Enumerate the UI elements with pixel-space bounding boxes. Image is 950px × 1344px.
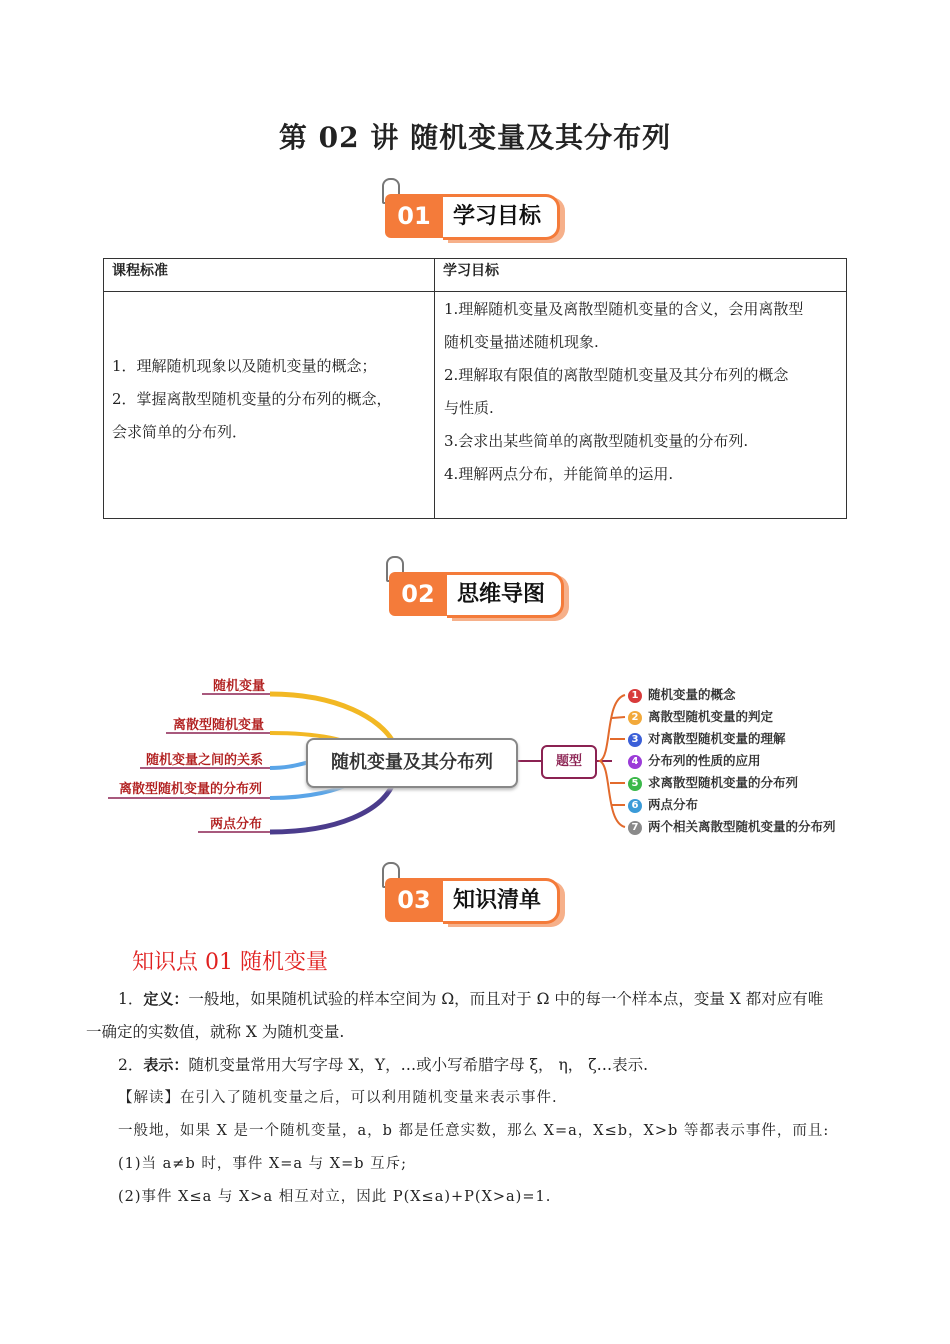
mindmap-item-label: 分布列的性质的应用 bbox=[648, 753, 761, 768]
objective-line: 随机变量描述随机现象. bbox=[444, 333, 599, 351]
representation-text: 随机变量常用大写字母 X，Y，…或小写希腊字母 ξ， η， ζ…表示. bbox=[188, 1056, 649, 1074]
standard-line: 会求简单的分布列． bbox=[112, 423, 248, 441]
definition-paragraph: 1．定义：一般地，如果随机试验的样本空间为 Ω，而且对于 Ω 中的每一个样本点，变量 X 都对应有唯 一确定的实数值，就称 X 为随机变量. 2．表示：随机变量常用大写字母 X，Y，…或小写希腊字母 ξ， η， ζ…表示. 【解读】在引入了随机变量之后，可以利用随机变量来表示事件. 一般地，如果 X 是一个随机变量，a，b 都是任意实数，那么 X=a，X≤b，X>b 等都表示事件，而且: (1)当 a≠b 时，事件 X=a 与 X=b 互斥; (2)事件 X≤a 与 X>a 相互对立，因此 P(X≤a)+P(X>a)=1. bbox=[86, 983, 876, 1214]
number-badge: 4 bbox=[628, 755, 642, 769]
property-2: (2)事件 X≤a 与 X>a 相互对立，因此 P(X≤a)+P(X>a)=1. bbox=[118, 1189, 552, 1205]
mindmap-item bbox=[628, 729, 786, 749]
number-badge: 3 bbox=[628, 733, 642, 747]
mindmap-item-label: 对离散型随机变量的理解 bbox=[648, 731, 786, 746]
mindmap-center-node: 随机变量及其分布列 bbox=[306, 738, 518, 788]
objective-line: 2.理解取有限值的离散型随机变量及其分布列的概念 bbox=[444, 366, 789, 384]
mindmap-item bbox=[628, 817, 836, 837]
mindmap-branch: 随机变量 bbox=[213, 679, 266, 694]
page-title: 第 02 讲 随机变量及其分布列 bbox=[278, 121, 672, 154]
section-number: 02 bbox=[389, 572, 447, 616]
table-header-objective: 学习目标 bbox=[435, 259, 847, 292]
interpretation-label: 【解读】 bbox=[118, 1090, 180, 1106]
section-label: 思维导图 bbox=[447, 572, 564, 618]
definition-text: 一般地，如果随机试验的样本空间为 Ω，而且对于 Ω 中的每一个样本点，变量 X 都对应有唯 bbox=[188, 990, 824, 1008]
section-number: 03 bbox=[385, 878, 443, 922]
section-badge-mindmap bbox=[0, 556, 950, 616]
mindmap-item-label: 求离散型随机变量的分布列 bbox=[648, 775, 799, 790]
mindmap-item-label: 两个相关离散型随机变量的分布列 bbox=[648, 819, 836, 834]
number-badge: 5 bbox=[628, 777, 642, 791]
mindmap-branch: 两点分布 bbox=[210, 817, 263, 832]
objective-line: 1.理解随机变量及离散型随机变量的含义，会用离散型 bbox=[444, 300, 804, 318]
mindmap-item-label: 两点分布 bbox=[648, 797, 699, 812]
section-label: 知识清单 bbox=[443, 878, 560, 924]
interpretation-text: 在引入了随机变量之后，可以利用随机变量来表示事件. bbox=[180, 1090, 558, 1106]
mindmap-item bbox=[628, 685, 736, 705]
definition-text-cont: 一确定的实数值，就称 X 为随机变量. bbox=[86, 1023, 345, 1041]
standard-line: 1．理解随机现象以及随机变量的概念； bbox=[112, 357, 377, 375]
objective-line: 3.会求出某些简单的离散型随机变量的分布列. bbox=[444, 432, 749, 450]
number-badge: 6 bbox=[628, 799, 642, 813]
goals-table bbox=[103, 258, 847, 519]
section-number: 01 bbox=[385, 194, 443, 238]
section-badge-goals bbox=[0, 178, 950, 238]
objective-line: 4.理解两点分布，并能简单的运用. bbox=[444, 465, 674, 483]
mindmap-item bbox=[628, 773, 798, 793]
mindmap-branch: 离散型随机变量 bbox=[173, 718, 265, 733]
general-statement: 一般地，如果 X 是一个随机变量，a，b 都是任意实数，那么 X=a，X≤b，X>b 等都表示事件，而且: bbox=[118, 1123, 830, 1139]
mindmap-item bbox=[628, 795, 698, 815]
number-badge: 2 bbox=[628, 711, 642, 725]
section-badge-knowledge bbox=[0, 862, 950, 922]
table-header-standard: 课程标准 bbox=[104, 259, 435, 292]
standard-line: 2．掌握离散型随机变量的分布列的概念， bbox=[112, 390, 392, 408]
mindmap-item bbox=[628, 707, 773, 727]
mindmap-item bbox=[628, 751, 761, 771]
section-label: 学习目标 bbox=[443, 194, 560, 240]
number-badge: 1 bbox=[628, 689, 642, 703]
objective-line: 与性质. bbox=[444, 399, 494, 417]
mindmap-branch: 离散型随机变量的分布列 bbox=[119, 782, 263, 797]
definition-label: 定义： bbox=[143, 990, 189, 1008]
mindmap-branch: 随机变量之间的关系 bbox=[146, 753, 264, 768]
objectives-cell bbox=[435, 292, 847, 519]
representation-label: 表示： bbox=[143, 1056, 189, 1074]
property-1: (1)当 a≠b 时，事件 X=a 与 X=b 互斥; bbox=[118, 1156, 408, 1172]
knowledge-heading: 知识点 01 随机变量 bbox=[132, 950, 328, 975]
mindmap-item-label: 随机变量的概念 bbox=[648, 687, 736, 702]
mindmap-item-label: 离散型随机变量的判定 bbox=[648, 709, 774, 724]
mindmap-topic-node: 题型 bbox=[541, 745, 597, 779]
standards-cell bbox=[104, 292, 435, 519]
number-badge: 7 bbox=[628, 821, 642, 835]
